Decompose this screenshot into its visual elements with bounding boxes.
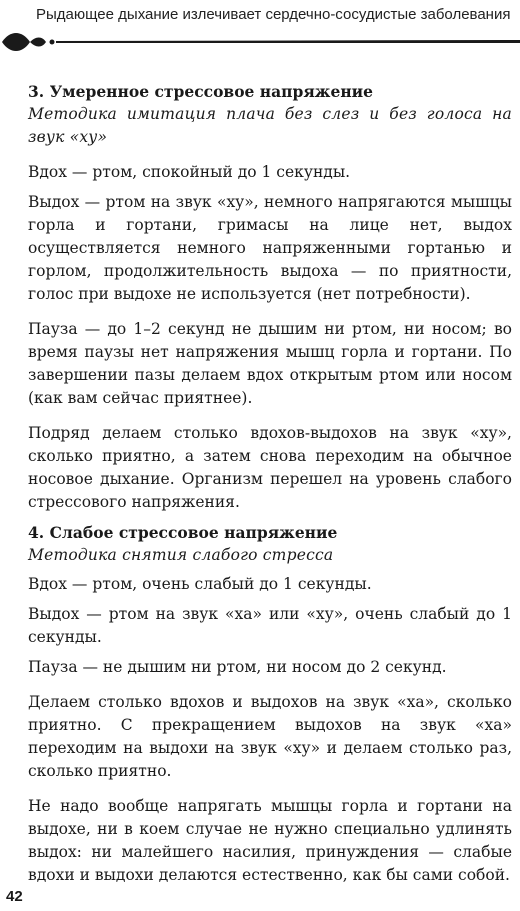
paragraph: Вдох — ртом, очень слабый до 1 секунды. [28,575,372,593]
paragraph: Не надо вообще напрягать мышцы горла и гортани на выдохе, ни в коем случае не нужно специально удлинять выдох: ни малейшего насилия, принуждения — слабые вдохи и выдохи делаются естественно, как бы сами собой. [28,797,512,884]
section-heading: 3. Умеренное стрессовое напряжение [28,82,374,101]
method-subtitle: Методика имитация плача без слез и без голоса на звук «ху» [28,105,512,146]
page-number: 42 [6,888,23,905]
method-subtitle: Методика снятия слабого стресса [28,546,334,564]
paragraph: Выдох — ртом на звук «ха» или «ху», очень слабый до 1 секунды. [28,605,512,646]
paragraph: Пауза — до 1–2 секунд не дышим ни ртом, ни носом; во время паузы нет напряжения мышц горла и гортани. По завершении пазы делаем вдох открытым ртом или носом (как вам сейчас приятнее). [28,320,512,407]
running-head: Рыдающее дыхание излечивает сердечно-сосудистые заболевания [36,6,511,23]
section-heading: 4. Слабое стрессовое напряжение [28,523,338,542]
paragraph: Пауза — не дышим ни ртом, ни носом до 2 секунд. [28,658,447,676]
paragraph: Подряд делаем столько вдохов-выдохов на звук «ху», сколько приятно, а затем снова переходим на обычное носовое дыхание. Организм перешел на уровень слабого стрессового напряжения. [28,424,512,511]
paragraph: Выдох — ртом на звук «ху», немного напрягаются мышцы горла и гортани, гримасы на лице нет, выдох осуществляется немного напряженными гортанью и горлом, продолжительность выдоха — по приятности, голос при выдохе не используется (нет потребности). [28,193,512,303]
paragraph: Вдох — ртом, спокойный до 1 секунды. [28,163,351,181]
paragraph: Делаем столько вдохов и выдохов на звук «ха», сколько приятно. С прекращением выдохов на звук «ха» переходим на выдохи на звук «ху» и делаем столько раз, сколько приятно. [28,693,512,780]
ornament-divider [0,24,520,60]
main-text [28,80,512,899]
